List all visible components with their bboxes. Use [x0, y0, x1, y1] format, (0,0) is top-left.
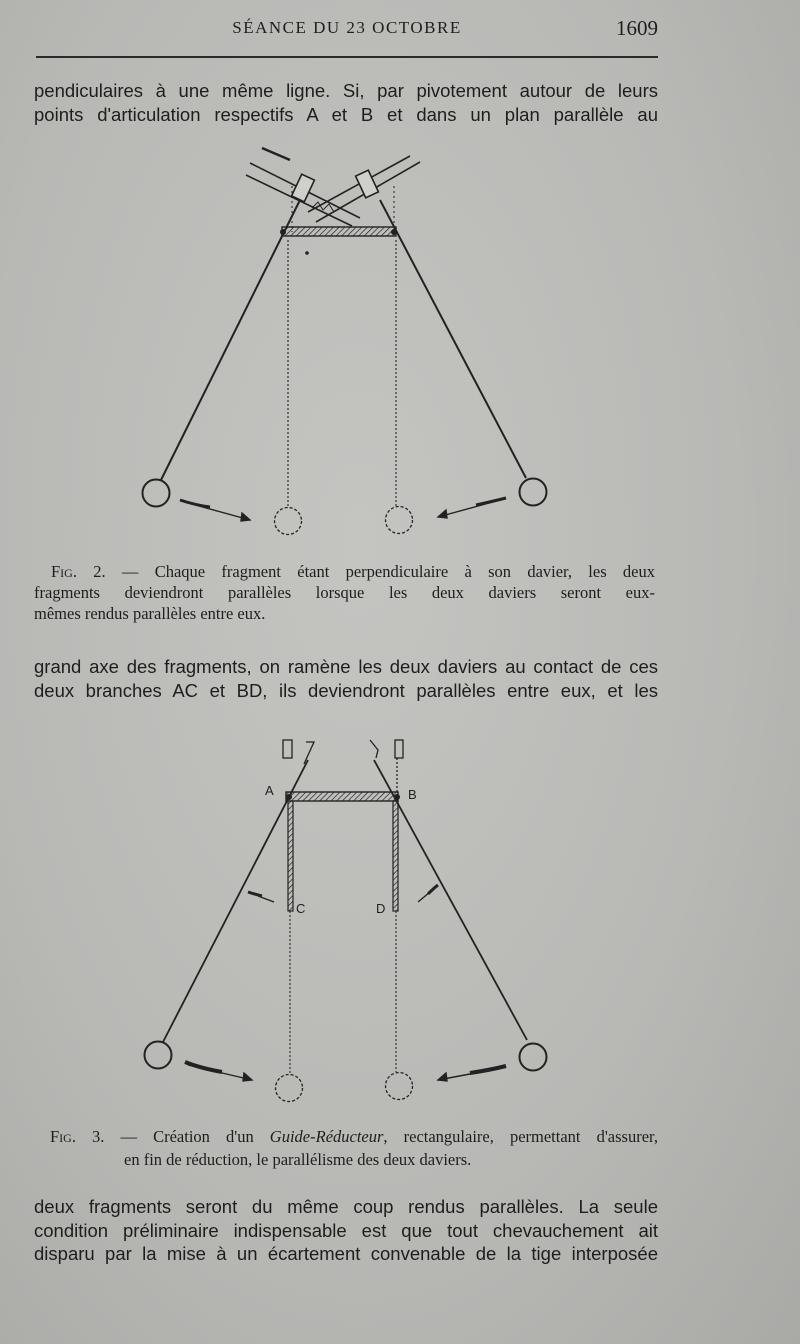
figure-2-caption-end — [34, 604, 655, 625]
paragraph-1-line-2: points d'articulation respectifs A et B et dans un plan parallèle au — [34, 103, 658, 125]
guide-reducer-top — [283, 740, 403, 792]
parallel-dotted-lines — [288, 240, 396, 508]
paragraph-3-line-2: condition préliminaire indispensable est que tout chevauchement ait — [34, 1219, 658, 1241]
paragraph-3-line-3: disparu par la mise à un écartement convenable de la tige interposée — [34, 1243, 658, 1264]
parallel-dotted-lines-fig3 — [290, 911, 396, 1074]
forceps-jaws-top — [246, 148, 420, 232]
figure-3-caption-cont — [124, 1150, 624, 1171]
label-d: D — [376, 901, 386, 916]
figure-3-caption — [50, 1127, 658, 1148]
running-header — [36, 14, 658, 44]
paragraph-2-line-1: grand axe des fragments, on ramène les deux daviers au contact de ces — [34, 656, 658, 677]
paragraph-3 — [34, 1195, 658, 1266]
header-rule — [36, 56, 658, 58]
figure-3-caption-label: Fig. 3. — [50, 1127, 105, 1146]
figure-3-caption-italic: Guide-Réducteur — [269, 1127, 384, 1146]
paragraph-2-line-2: deux branches AC et BD, ils deviendront parallèles entre eux, et les — [34, 679, 658, 701]
figure-2-caption-label: Fig. 2. — [51, 562, 106, 581]
figure-2-caption-line-1: — Chaque fragment étant perpendiculaire à son davier, les deux — [105, 562, 655, 581]
figure-2-caption — [51, 562, 655, 583]
guide-reducer-bar — [286, 792, 398, 801]
page-number: 1609 — [616, 16, 658, 40]
figure-3-caption-line-1-post: , rectangulaire, permettant d'assurer, — [383, 1127, 658, 1146]
label-a: A — [265, 783, 274, 798]
paragraph-2 — [34, 655, 658, 702]
paragraph-1-line-1: pendiculaires à une même ligne. Si, par pivotement autour de leurs — [34, 80, 658, 101]
running-title: SÉANCE DU 23 OCTOBRE — [232, 18, 462, 37]
fragment-bar — [282, 227, 396, 236]
branch-bd — [393, 801, 398, 911]
forceps-arms-fig3 — [163, 760, 527, 1042]
branch-ac — [288, 801, 293, 911]
label-c: C — [296, 901, 306, 916]
movement-arrows — [180, 498, 506, 521]
figure-3-caption-line-1-pre: — Création d'un — [104, 1127, 270, 1146]
forceps-arms — [161, 200, 526, 480]
figure-2-caption-line-2: fragments deviendront parallèles lorsque les deux daviers seront eux- — [34, 583, 655, 602]
figure-3-drawing — [0, 725, 800, 1115]
label-b: B — [408, 787, 417, 802]
figure-2-drawing — [0, 135, 800, 545]
paragraph-3-line-1: deux fragments seront du même coup rendus parallèles. La seule — [34, 1196, 658, 1217]
figure-3-caption-line-2: en fin de réduction, le parallélisme des deux daviers. — [124, 1150, 472, 1169]
figure-2-caption-cont — [34, 583, 655, 604]
paragraph-1 — [34, 79, 658, 126]
figure-2-caption-line-3: mêmes rendus parallèles entre eux. — [34, 604, 266, 623]
